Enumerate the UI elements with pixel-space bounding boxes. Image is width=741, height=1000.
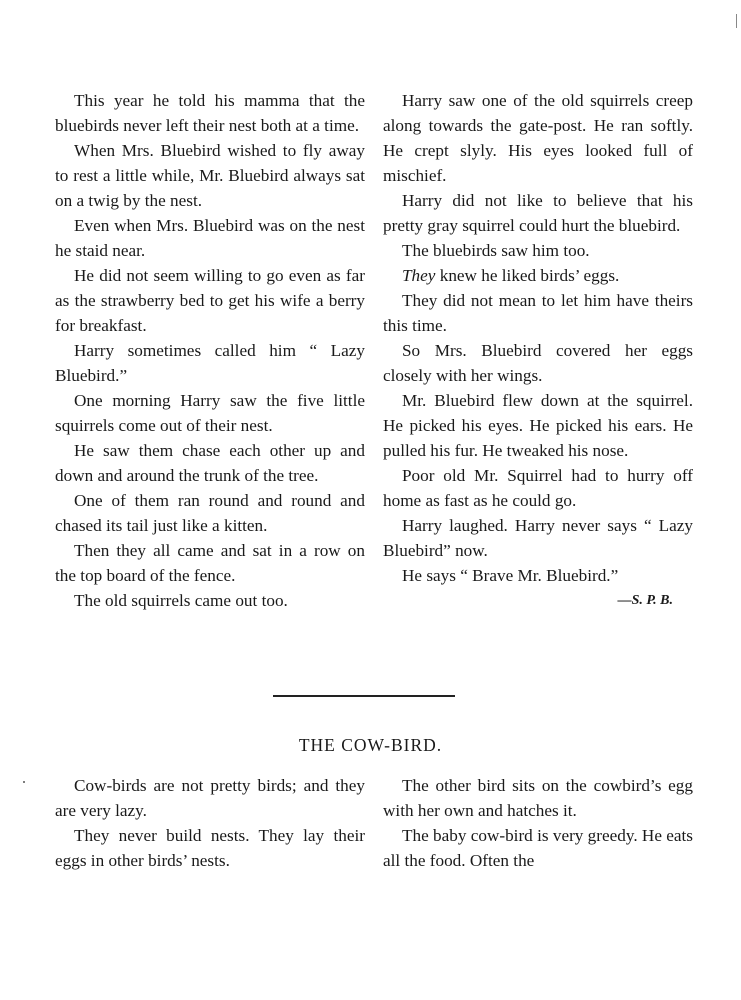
story-left-column <box>55 88 365 613</box>
story-paragraph: One of them ran round and round and chased its tail just like a kitten. <box>55 491 365 535</box>
story-paragraph: Harry saw one of the old squirrels creep along towards the gate-post. He ran softly. He crept slyly. His eyes looked full of mischief. <box>383 91 693 185</box>
story-paragraph: Harry did not like to believe that his pretty gray squirrel could hurt the bluebird. <box>383 191 693 235</box>
story-paragraph: The bluebirds saw him too. <box>402 241 590 260</box>
italic-word: They <box>402 266 436 285</box>
story-paragraph: One morning Harry saw the five little squirrels come out of their nest. <box>55 391 365 435</box>
author-signature: —S. P. B. <box>617 593 673 608</box>
story-right-column <box>383 88 693 613</box>
story-paragraph: Then they all came and sat in a row on the top board of the fence. <box>55 541 365 585</box>
story-paragraph: They did not mean to let him have theirs this time. <box>383 291 693 335</box>
story-paragraph: Harry laughed. Harry never says “ Lazy Bluebird” now. <box>383 516 693 560</box>
story-paragraph: When Mrs. Bluebird wished to fly away to rest a little while, Mr. Bluebird always sat on a twig by the nest. <box>55 141 365 210</box>
section-title: THE COW-BIRD. <box>298 735 443 755</box>
story-paragraph-italic-lead <box>383 263 693 288</box>
story-paragraph-rest: knew he liked birds’ eggs. <box>439 266 620 285</box>
cowbird-paragraph: Cow-birds are not pretty birds; and they are very lazy. <box>55 776 365 820</box>
story-paragraph: Mr. Bluebird flew down at the squirrel. He picked his eyes. He picked his ears. He pulled his fur. He tweaked his nose. <box>383 391 693 460</box>
cowbird-paragraph: The other bird sits on the cowbird’s egg with her own and hatches it. <box>383 776 693 820</box>
story-paragraph: He saw them chase each other up and down and around the trunk of the tree. <box>55 441 365 485</box>
section-divider <box>273 695 455 697</box>
story-paragraph: So Mrs. Bluebird covered her eggs closely with her wings. <box>383 341 693 385</box>
cowbird-right-column <box>383 773 693 873</box>
cowbird-paragraph: The baby cow-bird is very greedy. He eats all the food. Often the <box>383 826 693 870</box>
story-paragraph: He did not seem willing to go even as far as the strawberry bed to get his wife a berry for breakfast. <box>55 266 365 335</box>
story-paragraph: He says “ Brave Mr. Bluebird.” <box>402 566 619 585</box>
story-paragraph: Even when Mrs. Bluebird was on the nest he staid near. <box>55 216 365 260</box>
story-paragraph: This year he told his mamma that the bluebirds never left their nest both at a time. <box>55 91 365 135</box>
page-edge-mark <box>736 14 737 28</box>
story-paragraph: Harry sometimes called him “ Lazy Bluebird.” <box>55 341 365 385</box>
story-paragraph: Poor old Mr. Squirrel had to hurry off home as fast as he could go. <box>383 466 693 510</box>
ink-speck <box>23 781 25 783</box>
story-paragraph: The old squirrels came out too. <box>74 591 288 610</box>
cowbird-left-column <box>55 773 365 873</box>
cowbird-paragraph: They never build nests. They lay their eggs in other birds’ nests. <box>55 826 365 870</box>
